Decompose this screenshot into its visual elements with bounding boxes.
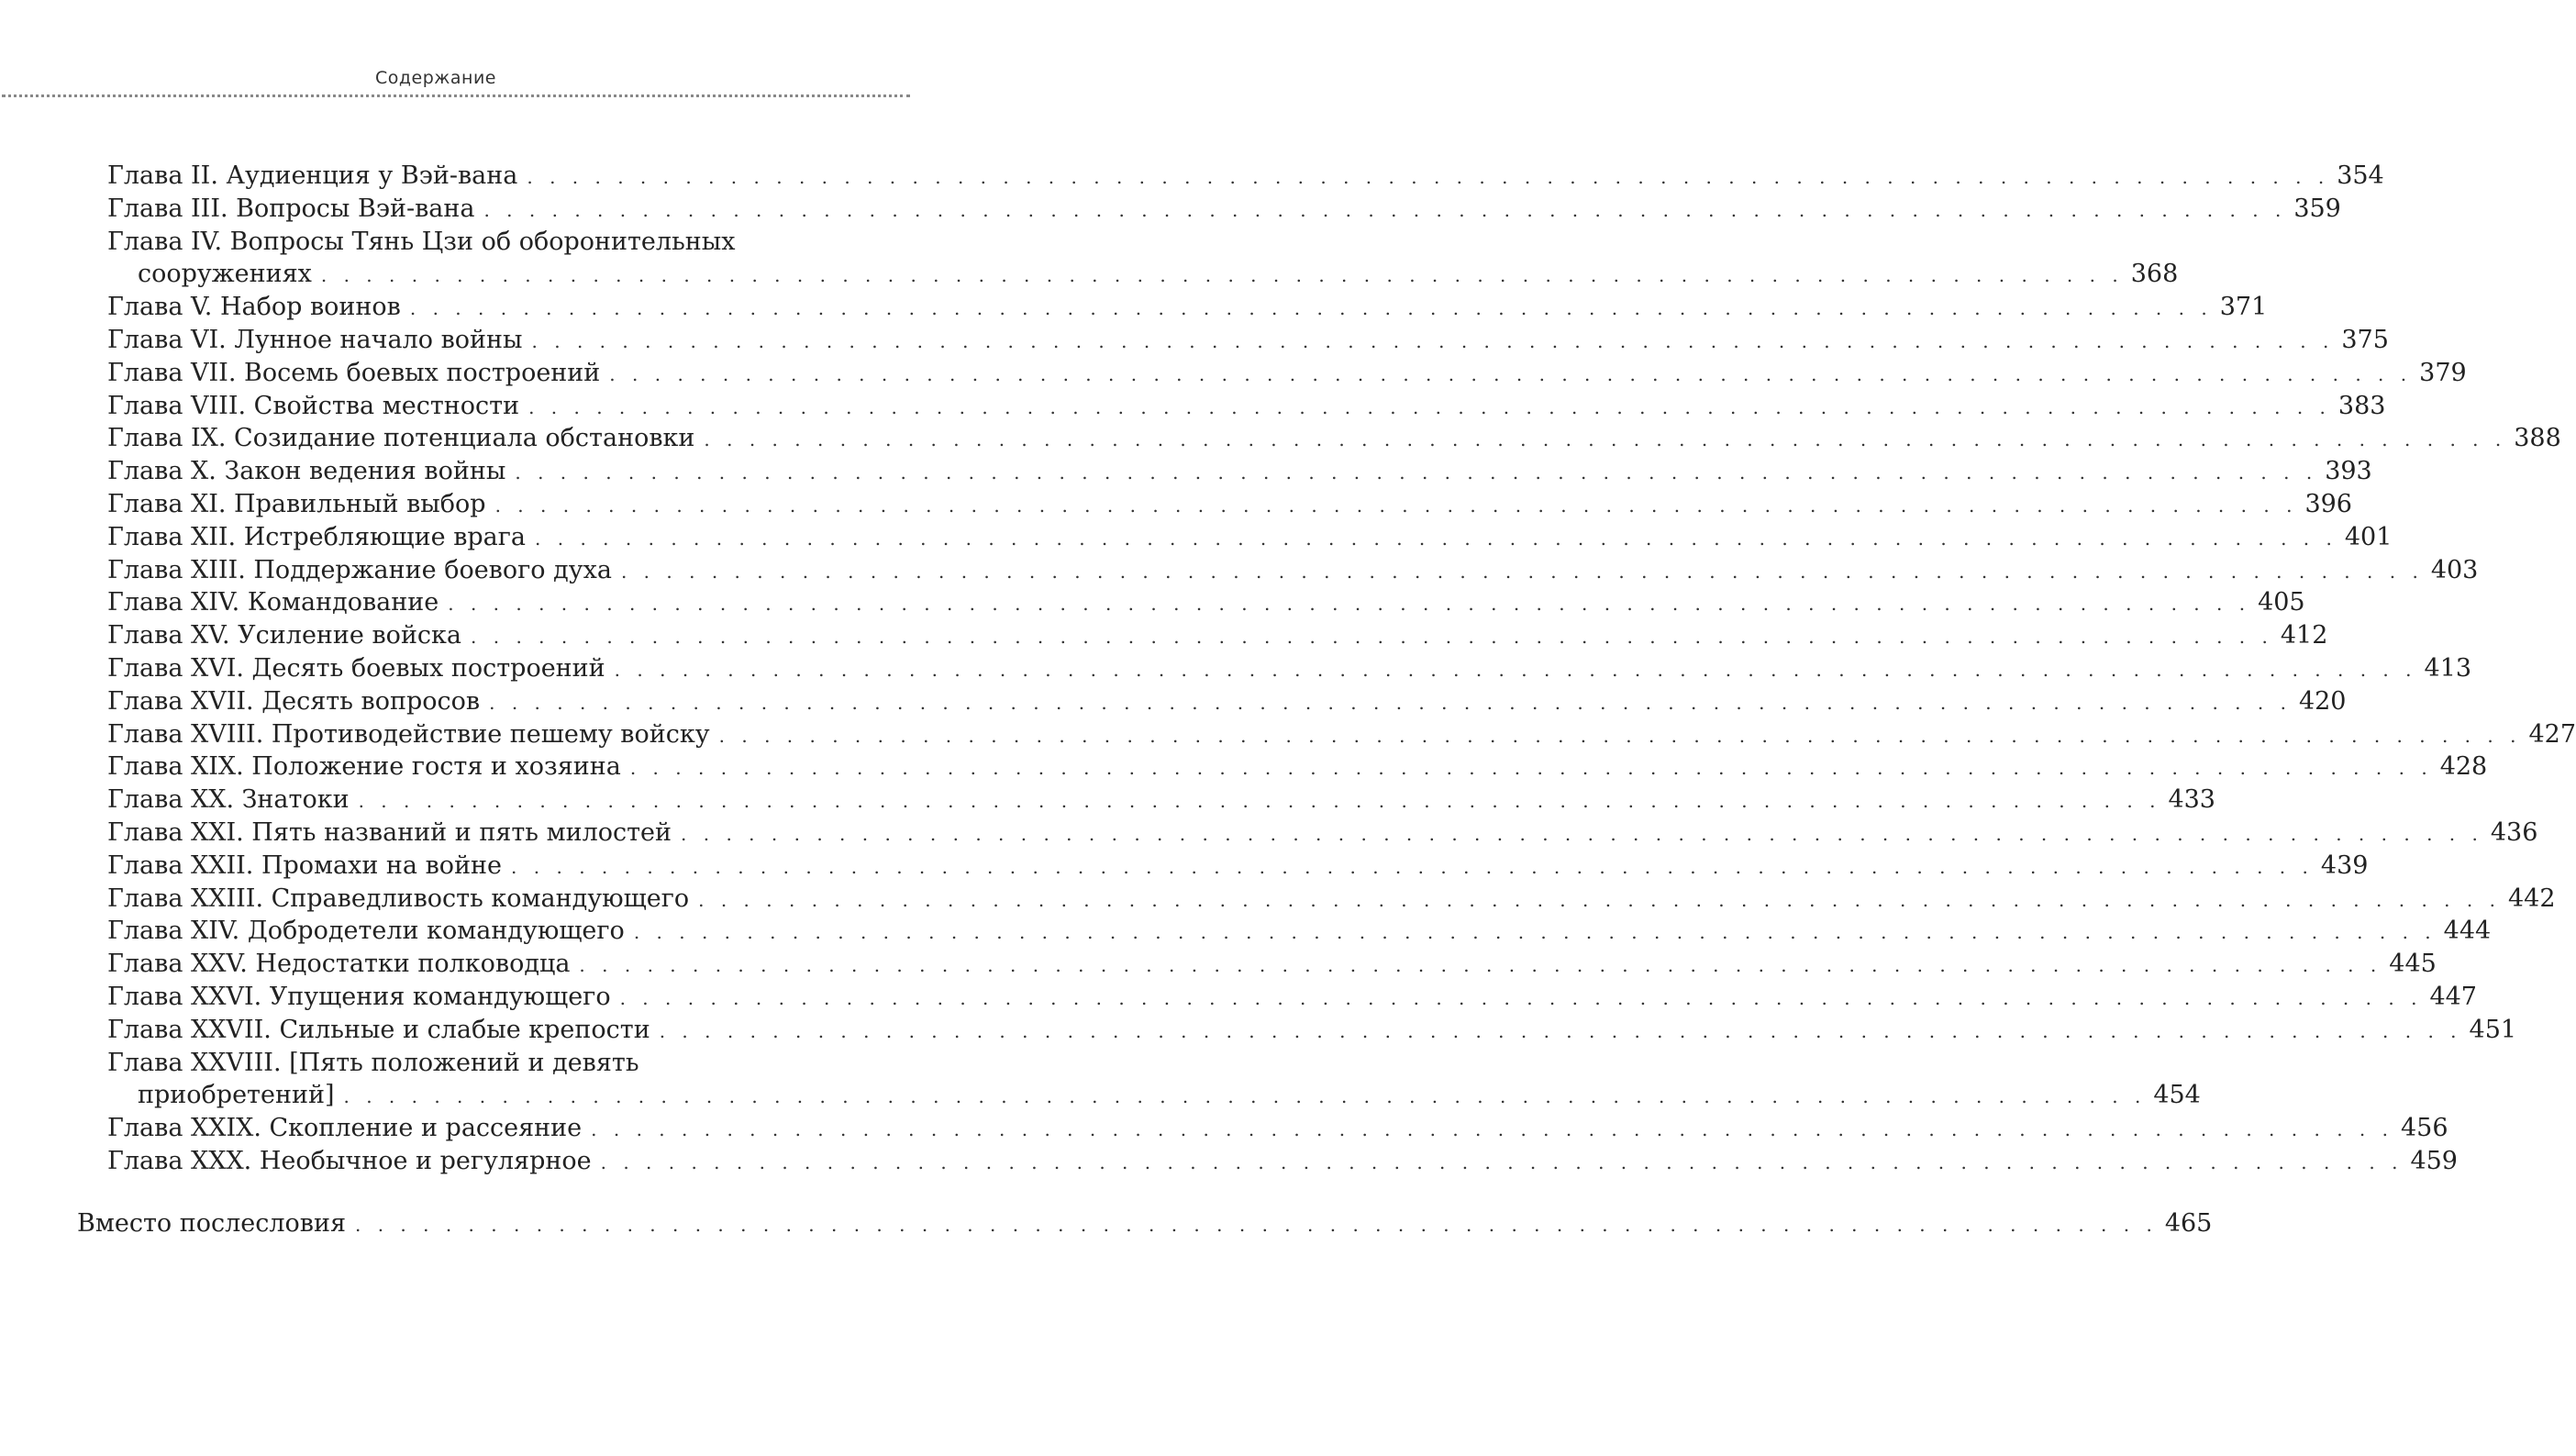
toc-chapter-entry[interactable]	[0, 455, 2372, 488]
toc-page-number: 393	[2325, 457, 2372, 486]
toc-chapter-entry[interactable]	[0, 357, 2467, 390]
toc-chapter-entry[interactable]	[0, 521, 2393, 554]
dot-leader: . . . . . . . . . . . . . . . . . . . . . . . . . . . . . . . . . . . . . . . . . . . . . . . . . . . . . . . . . . . . . . . . . . . . . . . . . . . . . . . .	[681, 822, 2483, 845]
toc-page-number: 413	[2424, 653, 2472, 683]
dot-leader: . . . . . . . . . . . . . . . . . . . . . . . . . . . . . . . . . . . . . . . . . . . . . . . . . . . . . . . . . . . . . . . . . . . . . . . . . . . . . . . .	[343, 1085, 2147, 1108]
toc-chapter-entry[interactable]	[0, 291, 2268, 324]
toc-entry-title: Глава XIII. Поддержание боевого духа	[107, 555, 612, 584]
toc-entry-title: Глава XI. Правильный выбор	[107, 489, 486, 518]
toc-page-number: 456	[2401, 1114, 2448, 1143]
dot-leader: . . . . . . . . . . . . . . . . . . . . . . . . . . . . . . . . . . . . . . . . . . . . . . . . . . . . . . . . . . . . . . . . . . . . . . . . . . . . . . . .	[527, 166, 2330, 188]
toc-entry-title: Глава XVI. Десять боевых построений	[107, 653, 605, 683]
toc-page-number: 379	[2419, 358, 2467, 387]
toc-afterword-entry[interactable]	[0, 1207, 2213, 1240]
toc-chapter-entry[interactable]	[0, 488, 2352, 521]
toc-page-number: 439	[2320, 850, 2369, 880]
toc-entry-title: Глава XX. Знатоки	[107, 785, 350, 815]
toc-page-number: 368	[2130, 260, 2179, 289]
toc-entry-title: Глава X. Закон ведения войны	[107, 457, 506, 486]
toc-page-number: 454	[2153, 1081, 2201, 1110]
toc-page-number: 451	[2469, 1015, 2517, 1044]
dot-leader: . . . . . . . . . . . . . . . . . . . . . . . . . . . . . . . . . . . . . . . . . . . . . . . . . . . . . . . . . . . . . . . . . . . . . . . . . . . . . . . .	[620, 560, 2424, 583]
toc-chapter-entry[interactable]	[0, 619, 2328, 652]
toc-entry-title: Глава VIII. Свойства местности	[107, 391, 520, 420]
toc-chapter-entry[interactable]	[0, 915, 2492, 948]
toc-entry-title: Глава XVII. Десять вопросов	[107, 686, 481, 716]
toc-entry-title: Глава VII. Восемь боевых построений	[107, 358, 601, 387]
toc-chapter-entry[interactable]	[0, 981, 2477, 1014]
dot-leader: . . . . . . . . . . . . . . . . . . . . . . . . . . . . . . . . . . . . . . . . . . . . . . . . . . . . . . . . . . . . . . . . . . . . . . . . . . . . . . . .	[619, 986, 2423, 1009]
dot-leader: . . . . . . . . . . . . . . . . . . . . . . . . . . . . . . . . . . . . . . . . . . . . . . . . . . . . . . . . . . . . . . . . . . . . . . . . . . . . . . . .	[515, 461, 2318, 484]
dot-leader: . . . . . . . . . . . . . . . . . . . . . . . . . . . . . . . . . . . . . . . . . . . . . . . . . . . . . . . . . . . . . . . . . . . . . . . . . . . . . . . .	[511, 855, 2314, 878]
toc-page-number: 459	[2410, 1146, 2458, 1175]
dot-leader: . . . . . . . . . . . . . . . . . . . . . . . . . . . . . . . . . . . . . . . . . . . . . . . . . . . . . . . . . . . . . . . . . . . . . . . . . . . . . . . .	[354, 1213, 2158, 1236]
toc-page-number: 465	[2164, 1208, 2213, 1238]
dot-leader: . . . . . . . . . . . . . . . . . . . . . . . . . . . . . . . . . . . . . . . . . . . . . . . . . . . . . . . . . . . . . . . . . . . . . . . . . . . . . . . .	[614, 658, 2417, 681]
toc-page-number: 401	[2344, 522, 2393, 551]
toc-entry-title: Глава III. Вопросы Вэй-вана	[107, 194, 475, 223]
toc-page-number: 371	[2219, 293, 2268, 322]
toc-entry-title: Вместо послесловия	[77, 1208, 346, 1238]
toc-chapter-entry[interactable]	[0, 390, 2386, 423]
toc-chapter-entry[interactable]	[0, 850, 2369, 883]
dot-leader: . . . . . . . . . . . . . . . . . . . . . . . . . . . . . . . . . . . . . . . . . . . . . . . . . . . . . . . . . . . . . . . . . . . . . . . . . . . . . . . .	[528, 395, 2331, 418]
toc-entry-title: Глава XXVII. Сильные и слабые крепости	[107, 1015, 650, 1044]
table-of-contents	[0, 160, 2576, 1240]
toc-page-number: 412	[2280, 621, 2328, 650]
toc-entry-title: Глава XIV. Добродетели командующего	[107, 917, 625, 946]
toc-page-number: 354	[2337, 161, 2384, 190]
toc-page-number: 444	[2443, 917, 2492, 946]
dot-leader: . . . . . . . . . . . . . . . . . . . . . . . . . . . . . . . . . . . . . . . . . . . . . . . . . . . . . . . . . . . . . . . . . . . . . . . . . . . . . . . .	[600, 1150, 2404, 1173]
running-head-title: Содержание	[375, 68, 496, 88]
toc-chapter-entry[interactable]	[0, 554, 2479, 587]
toc-entry-title: Глава IX. Созидание потенциала обстановки	[107, 424, 695, 453]
toc-page-number: 403	[2430, 555, 2479, 584]
toc-chapter-entry[interactable]	[0, 685, 2347, 718]
dot-leader: . . . . . . . . . . . . . . . . . . . . . . . . . . . . . . . . . . . . . . . . . . . . . . . . . . . . . . . . . . . . . . . . . . . . . . . . . . . . . . . .	[704, 428, 2507, 451]
dot-leader: . . . . . . . . . . . . . . . . . . . . . . . . . . . . . . . . . . . . . . . . . . . . . . . . . . . . . . . . . . . . . . . . . . . . . . . . . . . . . . . .	[494, 494, 2298, 517]
toc-entry-title: Глава XXVI. Упущения командующего	[107, 982, 611, 1011]
toc-entry-title: сооружениях	[138, 260, 312, 289]
toc-page-number: 427	[2528, 719, 2576, 749]
toc-entry-title: Глава II. Аудиенция у Вэй-вана	[107, 161, 518, 190]
toc-entry-title: Глава V. Набор воинов	[107, 293, 401, 322]
toc-page-number: 447	[2429, 982, 2477, 1011]
toc-chapter-entry[interactable]	[0, 160, 2384, 193]
toc-page-number: 433	[2168, 785, 2215, 815]
dot-leader: . . . . . . . . . . . . . . . . . . . . . . . . . . . . . . . . . . . . . . . . . . . . . . . . . . . . . . . . . . . . . . . . . . . . . . . . . . . . . . . .	[409, 297, 2213, 320]
toc-chapter-entry[interactable]	[0, 422, 2561, 455]
toc-entry-title: Глава XXII. Промахи на войне	[107, 850, 503, 880]
toc-entry-title: Глава XXI. Пять названий и пять милостей	[107, 817, 672, 847]
toc-entry-title: Глава XXIX. Скопление и рассеяние	[107, 1114, 583, 1143]
toc-chapter-entry[interactable]	[0, 193, 2341, 226]
dot-leader: . . . . . . . . . . . . . . . . . . . . . . . . . . . . . . . . . . . . . . . . . . . . . . . . . . . . . . . . . . . . . . . . . . . . . . . . . . . . . . . .	[698, 888, 2501, 911]
toc-entry-title: Глава XXVIII. [Пять положений и девять	[107, 1048, 639, 1077]
dot-leader: . . . . . . . . . . . . . . . . . . . . . . . . . . . . . . . . . . . . . . . . . . . . . . . . . . . . . . . . . . . . . . . . . . . . . . . . . . . . . . . .	[448, 593, 2251, 616]
toc-page-number: 405	[2258, 588, 2305, 617]
toc-entry-title: приобретений]	[138, 1081, 335, 1110]
toc-entry-title: Глава XXIII. Справедливость командующего	[107, 884, 690, 913]
section-spacer	[0, 1178, 917, 1207]
dot-leader: . . . . . . . . . . . . . . . . . . . . . . . . . . . . . . . . . . . . . . . . . . . . . . . . . . . . . . . . . . . . . . . . . . . . . . . . . . . . . . . .	[489, 691, 2292, 714]
toc-page-number: 420	[2298, 686, 2347, 716]
toc-chapter-entry[interactable]	[0, 1145, 2458, 1178]
toc-page-number: 436	[2490, 817, 2538, 847]
dot-leader: . . . . . . . . . . . . . . . . . . . . . . . . . . . . . . . . . . . . . . . . . . . . . . . . . . . . . . . . . . . . . . . . . . . . . . . . . . . . . . . .	[579, 954, 2382, 977]
dot-leader: . . . . . . . . . . . . . . . . . . . . . . . . . . . . . . . . . . . . . . . . . . . . . . . . . . . . . . . . . . . . . . . . . . . . . . . . . . . . . . . .	[633, 921, 2437, 944]
dot-leader: . . . . . . . . . . . . . . . . . . . . . . . . . . . . . . . . . . . . . . . . . . . . . . . . . . . . . . . . . . . . . . . . . . . . . . . . . . . . . . . .	[531, 329, 2335, 352]
toc-entry-title: Глава VI. Лунное начало войны	[107, 325, 523, 354]
dot-leader: . . . . . . . . . . . . . . . . . . . . . . . . . . . . . . . . . . . . . . . . . . . . . . . . . . . . . . . . . . . . . . . . . . . . . . . . . . . . . . . .	[320, 264, 2124, 287]
dot-leader: . . . . . . . . . . . . . . . . . . . . . . . . . . . . . . . . . . . . . . . . . . . . . . . . . . . . . . . . . . . . . . . . . . . . . . . . . . . . . . . .	[629, 757, 2433, 780]
toc-entry-title: Глава XXV. Недостатки полководца	[107, 950, 571, 979]
toc-page-number: 445	[2389, 950, 2437, 979]
toc-page-number: 388	[2514, 424, 2561, 453]
toc-chapter-entry[interactable]	[0, 652, 2472, 685]
toc-entry-title: Глава XIX. Положение гостя и хозяина	[107, 752, 621, 782]
toc-page-number: 359	[2293, 194, 2341, 223]
toc-chapter-entry[interactable]	[0, 948, 2437, 981]
toc-entry-title: Глава IV. Вопросы Тянь Цзи об оборонительных	[107, 227, 736, 256]
toc-page-number: 428	[2439, 752, 2488, 782]
dot-leader: . . . . . . . . . . . . . . . . . . . . . . . . . . . . . . . . . . . . . . . . . . . . . . . . . . . . . . . . . . . . . . . . . . . . . . . . . . . . . . . .	[358, 790, 2161, 813]
toc-chapter-entry[interactable]	[0, 324, 2389, 357]
toc-page-number: 442	[2507, 884, 2556, 913]
dot-leader: . . . . . . . . . . . . . . . . . . . . . . . . . . . . . . . . . . . . . . . . . . . . . . . . . . . . . . . . . . . . . . . . . . . . . . . . . . . . . . . .	[471, 626, 2273, 649]
toc-chapter-entry[interactable]	[0, 1014, 2517, 1047]
toc-page-number: 383	[2337, 391, 2386, 420]
toc-chapter-entry[interactable]	[0, 1112, 2448, 1145]
toc-page-number: 375	[2341, 325, 2389, 354]
toc-chapter-entry[interactable]	[0, 226, 2179, 292]
toc-entry-title: Глава XXX. Необычное и регулярное	[107, 1146, 592, 1175]
toc-entry-title: Глава XIV. Командование	[107, 588, 439, 617]
toc-entry-title: Глава XV. Усиление войска	[107, 621, 462, 650]
toc-chapter-entry[interactable]	[0, 784, 2215, 817]
toc-chapter-entry[interactable]	[0, 817, 2538, 850]
dot-leader: . . . . . . . . . . . . . . . . . . . . . . . . . . . . . . . . . . . . . . . . . . . . . . . . . . . . . . . . . . . . . . . . . . . . . . . . . . . . . . . .	[718, 724, 2522, 747]
dot-leader: . . . . . . . . . . . . . . . . . . . . . . . . . . . . . . . . . . . . . . . . . . . . . . . . . . . . . . . . . . . . . . . . . . . . . . . . . . . . . . . .	[591, 1118, 2393, 1141]
dot-leader: . . . . . . . . . . . . . . . . . . . . . . . . . . . . . . . . . . . . . . . . . . . . . . . . . . . . . . . . . . . . . . . . . . . . . . . . . . . . . . . .	[609, 362, 2413, 385]
header-dotted-rule	[2, 94, 910, 97]
toc-page-number: 396	[2304, 489, 2352, 518]
dot-leader: . . . . . . . . . . . . . . . . . . . . . . . . . . . . . . . . . . . . . . . . . . . . . . . . . . . . . . . . . . . . . . . . . . . . . . . . . . . . . . . .	[535, 527, 2337, 550]
toc-chapter-entry[interactable]	[0, 586, 2305, 619]
dot-leader: . . . . . . . . . . . . . . . . . . . . . . . . . . . . . . . . . . . . . . . . . . . . . . . . . . . . . . . . . . . . . . . . . . . . . . . . . . . . . . . .	[483, 198, 2287, 221]
toc-chapter-entry[interactable]	[0, 718, 2576, 751]
toc-chapter-entry[interactable]	[0, 750, 2488, 784]
toc-entry-title: Глава XVIII. Противодействие пешему войску	[107, 719, 710, 749]
dot-leader: . . . . . . . . . . . . . . . . . . . . . . . . . . . . . . . . . . . . . . . . . . . . . . . . . . . . . . . . . . . . . . . . . . . . . . . . . . . . . . . .	[659, 1019, 2462, 1042]
toc-chapter-entry[interactable]	[0, 1047, 2201, 1113]
toc-entry-title: Глава XII. Истребляющие врага	[107, 522, 527, 551]
toc-chapter-entry[interactable]	[0, 883, 2556, 916]
